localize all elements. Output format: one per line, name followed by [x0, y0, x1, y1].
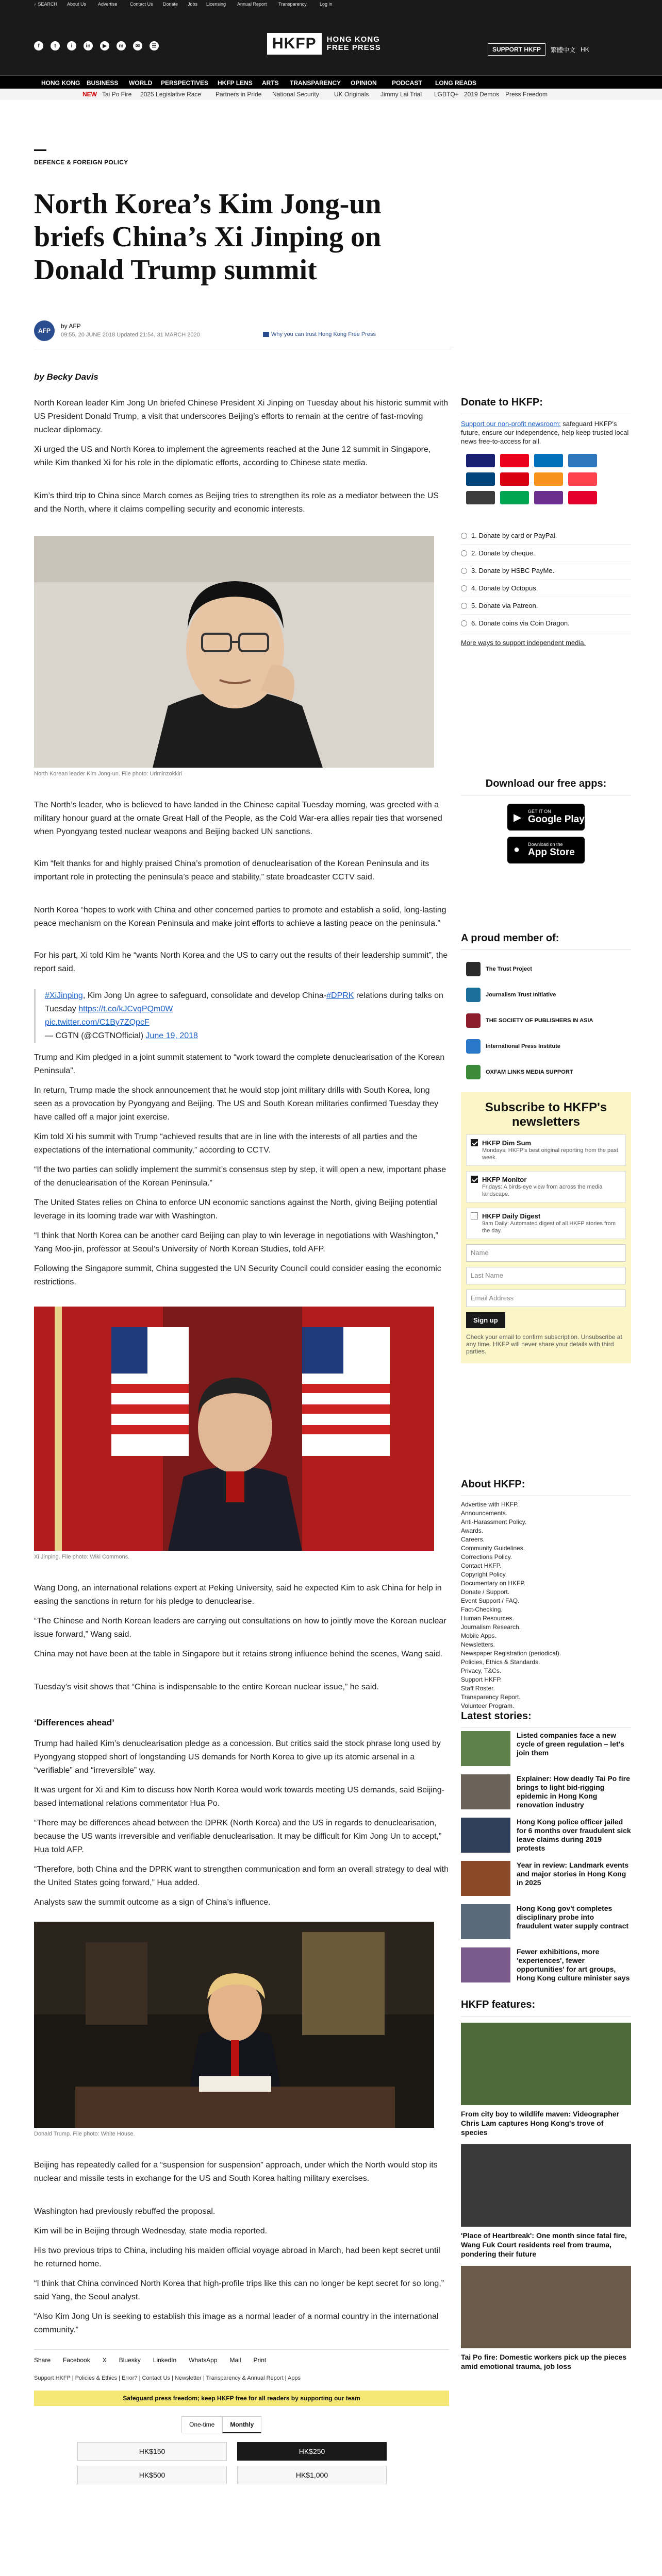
feature-title[interactable]: From city boy to wildlife maven: Videographer Chris Lam captures Hong Kong's trove of species: [461, 2110, 620, 2137]
about-link[interactable]: Event Support / FAQ.: [461, 1597, 520, 1604]
logo-wordmark: [327, 36, 381, 52]
features-heading: HKFP features:: [461, 1999, 631, 2016]
story-thumbnail: [461, 1818, 510, 1853]
tweet-pic-link[interactable]: pic.twitter.com/C1By7ZQpcF: [45, 1018, 150, 1027]
nav-perspectives[interactable]: PERSPECTIVES: [161, 79, 209, 87]
newsletter-heading: Subscribe to HKFP's newsletters: [485, 1100, 607, 1129]
about-link[interactable]: Contact HKFP.: [461, 1562, 502, 1569]
tweet-date[interactable]: June 19, 2018: [145, 1031, 198, 1040]
tweet-text: relations during talks on Tuesday: [45, 991, 443, 1013]
paragraph: Following the Singapore summit, China suggested the UN Security Council could consider easing the economic restrictions.: [34, 1264, 441, 1286]
share-facebook[interactable]: Facebook: [63, 2357, 90, 2364]
logo-mark: HKFP: [267, 33, 322, 55]
paragraph: “If the two parties can solidly implement the summit’s consensus step by step, it will open a new, important phase of the denuclearisation of the Korean Peninsula.”: [34, 1165, 446, 1188]
paragraph: Trump and Kim pledged in a joint summit statement to “work toward the complete denuclearisation of the Korean Peninsula”.: [34, 1053, 445, 1075]
donate-intro-link[interactable]: Support our non-profit newsroom:: [461, 420, 561, 428]
donate-option[interactable]: [461, 527, 631, 545]
google-play-badge[interactable]: [507, 804, 585, 831]
nav-hong-kong[interactable]: HONG KONG: [41, 79, 80, 87]
search-link[interactable]: ⌕ SEARCH: [34, 2, 58, 7]
donation-amount-selected[interactable]: HK$250: [237, 2442, 387, 2461]
payment-logos: [461, 450, 631, 527]
embedded-tweet: [34, 989, 449, 1043]
donald-trump-photo: [34, 1922, 434, 2128]
radio-icon: [461, 603, 467, 609]
about-link[interactable]: Documentary on HKFP.: [461, 1580, 526, 1587]
about-link[interactable]: Community Guidelines.: [461, 1545, 525, 1552]
story-thumbnail: [461, 1731, 510, 1766]
apps-heading: Download our free apps:: [461, 778, 631, 795]
donate-option[interactable]: [461, 615, 631, 632]
paragraph: North Korean leader Kim Jong Un briefed Chinese President Xi Jinping on Tuesday about his historic summit with US President Donald Trump, a visit that underscores Beijing’s efforts to remain at the centre of fast-moving nuclear diplomacy.: [34, 399, 449, 434]
nav-world[interactable]: WORLD: [129, 79, 153, 87]
about-link[interactable]: Awards.: [461, 1527, 484, 1534]
donate-option-label: 6. Donate coins via Coin Dragon.: [471, 619, 570, 627]
google-play-small: GET IT ON: [528, 809, 551, 814]
newsletter-widget: [461, 1092, 631, 1363]
latest-story[interactable]: [461, 1861, 631, 1901]
app-store-small: Download on the: [528, 842, 563, 847]
trending-item[interactable]: UK Originals: [334, 91, 369, 98]
photo-caption: Donald Trump. File photo: White House.: [34, 2131, 135, 2137]
share-mail[interactable]: Mail: [229, 2357, 241, 2364]
tweet-url[interactable]: https://t.co/kJCvqPQm0W: [78, 1005, 173, 1013]
search-label: SEARCH: [38, 2, 58, 7]
paragraph: His two previous trips to China, including his maiden official voyage abroad in March, had been kept secret until he returned home.: [34, 2246, 440, 2268]
about-link[interactable]: Volunteer Program.: [461, 1702, 515, 1709]
member-label: The Trust Project: [486, 965, 532, 972]
member-heading: A proud member of:: [461, 933, 631, 950]
tweet-text: , Kim Jong Un agree to safeguard, consolidate and develop China-: [82, 991, 327, 1000]
donate-option-label: 3. Donate by HSBC PayMe.: [471, 567, 555, 574]
donation-frequency-tabs: [181, 2416, 261, 2433]
latest-story[interactable]: [461, 1774, 631, 1815]
paragraph: “There may be differences ahead between the DPRK (North Korea) and the US in regards to denuclearisation, because the US wants irreversible and verifiable denuclearisation. It may be difficult for Kim Jong Un to accept,” Hua told AFP.: [34, 1819, 442, 1854]
share-whatsapp[interactable]: WhatsApp: [189, 2357, 218, 2364]
about-link[interactable]: Copyright Policy.: [461, 1571, 507, 1578]
story-title: Fewer exhibitions, more 'experiences', fewer opportunities' for art groups, Hong Kong culture minister says: [517, 1947, 630, 1982]
paragraph: Trump had hailed Kim’s denuclearisation pledge as a concession. But critics said the stock phrase long used by Pyongyang stopped short of longstanding US demands for North Korea to give up its atomic arsenal in a “verifiable” and “irreversible” way.: [34, 1739, 441, 1775]
paragraph: In return, Trump made the shock announcement that he would stop joint military drills with South Korea, long seen as a provocation by Pyongyang and Beijing. The US and South Korean militaries confirmed Tuesday they have called off a major joint exercise.: [34, 1086, 439, 1122]
about-link[interactable]: Anti-Harassment Policy.: [461, 1518, 527, 1526]
logo-line-1: HONG KONG: [326, 35, 380, 44]
facebook-icon[interactable]: f: [34, 41, 43, 50]
top-utility-bar: [0, 0, 662, 7]
about-link[interactable]: Corrections Policy.: [461, 1553, 512, 1561]
paragraph: “The Chinese and North Korean leaders are carrying out consultations on how to jointly move the Korean nuclear issue forward,” Wang said.: [34, 1617, 446, 1639]
byline: [34, 318, 452, 349]
app-store-badge[interactable]: [507, 837, 585, 863]
newsletter-note: Check your email to confirm subscription. Unsubscribe at any time. HKFP will never share your details with third parties.: [466, 1333, 622, 1355]
last-name-field[interactable]: Last Name: [466, 1267, 626, 1284]
ipi-logo: [466, 1039, 481, 1054]
article-footer-links[interactable]: Support HKFP | Policies & Ethics | Error? | Contact Us | Newsletter | Transparency & Annual Report | Apps: [34, 2375, 301, 2381]
about-list: [461, 1500, 631, 1710]
tweet-hashtag[interactable]: #XiJinping: [45, 991, 83, 1000]
share-print[interactable]: Print: [253, 2357, 267, 2364]
donate-option-label: 2. Donate by cheque.: [471, 549, 535, 557]
trending-item[interactable]: Press Freedom: [505, 91, 548, 98]
support-hkfp-button[interactable]: SUPPORT HKFP: [488, 43, 545, 56]
radio-icon: [461, 568, 467, 574]
paragraph: Kim told Xi his summit with Trump “achieved results that are in line with the interests of all parties and the expectations of the international community,” according to CCTV.: [34, 1132, 418, 1155]
topbar-link-annual-report[interactable]: Annual Report: [237, 2, 267, 7]
trust-project-logo: [466, 962, 481, 976]
latest-story[interactable]: [461, 1818, 631, 1858]
about-link[interactable]: Policies, Ethics & Standards.: [461, 1658, 540, 1666]
paragraph: China may not have been at the table in Singapore but it retains strong influence behind the scenes, Wang said.: [34, 1650, 442, 1658]
story-title: Explainer: How deadly Tai Po fire brings to light bid-rigging epidemic in Hong Kong renovation industry: [517, 1774, 630, 1809]
topbar-link-contact[interactable]: Contact Us: [130, 2, 153, 7]
about-link[interactable]: Journalism Research.: [461, 1623, 521, 1631]
nav-business[interactable]: BUSINESS: [87, 79, 119, 87]
topbar-link-login[interactable]: Log in: [320, 2, 333, 7]
trending-item[interactable]: 2025 Legislative Race: [140, 91, 202, 98]
region-switch[interactable]: HK: [581, 46, 589, 53]
donate-option-label: 4. Donate by Octopus.: [471, 584, 538, 592]
topbar-link-licensing[interactable]: Licensing: [206, 2, 226, 7]
radio-icon: [461, 550, 467, 556]
radio-icon: [461, 585, 467, 591]
donate-option[interactable]: [461, 580, 631, 597]
latest-story[interactable]: [461, 1904, 631, 1944]
donate-heading: Donate to HKFP:: [461, 397, 631, 414]
byline-source[interactable]: by AFP: [61, 323, 81, 330]
latest-story[interactable]: [461, 1731, 631, 1771]
features-widget: [461, 1999, 631, 2371]
linkedin-icon[interactable]: in: [84, 41, 93, 50]
email-icon[interactable]: ✉: [133, 41, 142, 50]
newsletter-option-title: HKFP Daily Digest: [482, 1212, 541, 1220]
trending-item[interactable]: Partners in Pride: [216, 91, 262, 98]
logo-line-2: FREE PRESS: [326, 43, 381, 52]
google-play-icon: ▶: [514, 812, 522, 823]
nav-arts[interactable]: ARTS: [262, 79, 279, 87]
trending-item[interactable]: National Security: [272, 91, 319, 98]
donate-intro: [461, 419, 631, 446]
share-x[interactable]: X: [102, 2357, 107, 2364]
radio-icon: [461, 620, 467, 626]
site-header: [0, 7, 662, 75]
checkbox-icon: [471, 1176, 478, 1183]
photo-caption: Xi Jinping. File photo: Wiki Commons.: [34, 1554, 130, 1560]
feature-title[interactable]: Tai Po fire: Domestic workers pick up the pieces amid emotional trauma, job loss: [461, 2353, 627, 2370]
instagram-icon[interactable]: i: [67, 41, 76, 50]
nav-transparency[interactable]: TRANSPARENCY: [290, 79, 341, 87]
paragraph: “I think that North Korea can be another card Beijing can play to win leverage in negotiations with Washington,” Yang Moo-jin, professor at Seoul’s University of North Korean Studies, told AFP.: [34, 1231, 438, 1253]
share-bar: [34, 2357, 266, 2364]
story-title: Hong Kong gov't completes disciplinary probe into fraudulent water supply contract: [517, 1904, 629, 1930]
topbar-link-donate[interactable]: Donate: [163, 2, 178, 7]
newsletter-option[interactable]: [466, 1134, 626, 1166]
social-icons: [34, 41, 159, 50]
story-thumbnail: [461, 1861, 510, 1896]
language-switch[interactable]: 繁體中文: [551, 46, 576, 54]
google-play-large: Google Play: [528, 814, 585, 825]
about-link[interactable]: Support HKFP.: [461, 1676, 502, 1683]
newsletter-option-desc: Mondays: HKFP's best original reporting from the past week.: [482, 1147, 618, 1161]
about-link[interactable]: Careers.: [461, 1536, 485, 1543]
email-field[interactable]: Email Address: [466, 1290, 626, 1307]
topbar-link-advertise[interactable]: Advertise: [98, 2, 118, 7]
newsletter-option[interactable]: [466, 1171, 626, 1202]
trust-icon: [263, 332, 269, 337]
newsletter-option-desc: Fridays: A birds-eye view from across the media landscape.: [482, 1184, 603, 1197]
apps-widget: [461, 778, 631, 863]
donate-option[interactable]: [461, 545, 631, 562]
donate-option-label: 1. Donate by card or PayPal.: [471, 532, 557, 539]
latest-story[interactable]: [461, 1947, 631, 1988]
about-widget: [461, 1479, 631, 1710]
paragraph: Wang Dong, an international relations expert at Peking University, said he expected Kim to ask China for help in easing the sanctions in return for his pledge to denuclearise.: [34, 1584, 442, 1606]
sopa-logo: [466, 1013, 481, 1028]
feature-image[interactable]: [461, 2266, 631, 2348]
youtube-icon[interactable]: ▶: [100, 41, 109, 50]
about-link[interactable]: Human Resources.: [461, 1615, 514, 1622]
member-jti[interactable]: [466, 982, 631, 1008]
first-name-field[interactable]: Name: [466, 1244, 626, 1262]
donation-amount[interactable]: HK$1,000: [237, 2466, 387, 2484]
paragraph: Analysts saw the summit outcome as a sign of China’s influence.: [34, 1898, 271, 1907]
nav-hkfp-lens[interactable]: HKFP LENS: [218, 79, 253, 87]
mastodon-icon[interactable]: m: [117, 41, 126, 50]
tweet-hashtag[interactable]: #DPRK: [326, 991, 354, 1000]
donate-option-label: 5. Donate via Patreon.: [471, 602, 538, 609]
donate-option[interactable]: [461, 562, 631, 580]
paragraph: Kim “felt thanks for and highly praised China’s promotion of denuclearisation of the Korean Peninsula and its important role in protecting the peninsula’s peace and stability,” state broadcaster CCTV said.: [34, 859, 429, 882]
menu-icon[interactable]: ☰: [150, 41, 159, 50]
app-store-large: App Store: [528, 847, 575, 858]
member-widget: [461, 933, 631, 1085]
kim-jong-un-photo: [34, 536, 434, 768]
article-author: by Becky Davis: [34, 372, 98, 382]
about-link[interactable]: Staff Roster.: [461, 1685, 495, 1692]
trending-item[interactable]: Jimmy Lai Trial: [380, 91, 422, 98]
byline-dates: 09:55, 20 JUNE 2018 Updated 21:54, 31 MARCH 2020: [61, 332, 200, 338]
checkbox-icon: [471, 1139, 478, 1146]
member-label: THE SOCIETY OF PUBLISHERS IN ASIA: [486, 1017, 593, 1024]
paragraph: Kim’s third trip to China since March comes as Beijing tries to strengthen its role as a mediator between the US and the North, where it claims compelling security and economic interests.: [34, 492, 439, 514]
share-divider: [34, 2349, 449, 2350]
nav-opinion[interactable]: OPINION: [351, 79, 377, 87]
avatar: AFP: [34, 320, 55, 341]
category-rule: [34, 149, 46, 151]
paragraph: Tuesday’s visit shows that “China is indispensable to the entire Korean nuclear issue,” he said.: [34, 1683, 379, 1691]
trending-item[interactable]: 2019 Demos: [464, 91, 500, 98]
article-category[interactable]: DEFENCE & FOREIGN POLICY: [34, 159, 128, 166]
feature-title[interactable]: 'Place of Heartbreak': One month since fatal fire, Wang Fuk Court residents reel from trauma, pondering their future: [461, 2231, 627, 2258]
feature-image[interactable]: [461, 2023, 631, 2105]
paragraph: “Also Kim Jong Un is seeking to establish this image as a normal leader of a normal country in the international community.”: [34, 2312, 439, 2334]
article-title: North Korea’s Kim Jong-un briefs China’s Xi Jinping on Donald Trump summit: [34, 188, 382, 286]
donation-amount[interactable]: HK$150: [77, 2442, 227, 2461]
topbar-link-jobs[interactable]: Jobs: [188, 2, 198, 7]
about-link[interactable]: Advertise with HKFP.: [461, 1501, 519, 1508]
paragraph: Xi urged the US and North Korea to implement the agreements reached at the June 12 summit in Singapore, while Kim thanked Xi for his role in the diplomatic efforts, according to Chinese state media.: [34, 445, 431, 467]
oxfam-logo: [466, 1065, 481, 1079]
site-logo[interactable]: [267, 33, 381, 55]
tab-monthly[interactable]: Monthly: [222, 2416, 261, 2433]
tab-one-time[interactable]: One-time: [181, 2416, 222, 2433]
tweet-signature: — CGTN (@CGTNOfficial): [45, 1031, 146, 1040]
paragraph: North Korea “hopes to work with China and other concerned parties to promote and establish a solid, long-lasting peace mechanism on the Korean Peninsula and make joint efforts to achieve a lasting peace on the peninsula.”: [34, 906, 446, 928]
newsletter-option-title: HKFP Dim Sum: [482, 1139, 532, 1147]
topbar-link-about[interactable]: About Us: [67, 2, 87, 7]
about-link[interactable]: Newsletters.: [461, 1641, 495, 1648]
paragraph: The North’s leader, who is believed to have landed in the Chinese capital Tuesday morning, was greeted with a military honour guard at the ornate Great Hall of the People, as the Cold War-era allies repair ties that worsened when Pyongyang tested nuclear weapons and Beijing backed UN sanctions.: [34, 801, 442, 836]
newsletter-option-desc: 9am Daily: Automated digest of all HKFP stories from the day.: [482, 1221, 616, 1234]
paragraph: “Therefore, both China and the DPRK want to strengthen communication and form an overall strategy to deal with the United States going forward,” Hua added.: [34, 1865, 449, 1887]
main-nav: [0, 75, 662, 89]
paragraph: For his part, Xi told Kim he “wants North Korea and the US to carry out the results of their leadership summit”, the report said.: [34, 951, 448, 973]
newsletter-option-title: HKFP Monitor: [482, 1176, 527, 1183]
about-link[interactable]: Donate / Support.: [461, 1588, 510, 1596]
member-label: Journalism Trust Initiative: [486, 991, 556, 998]
story-thumbnail: [461, 1774, 510, 1809]
about-heading: About HKFP:: [461, 1479, 631, 1496]
about-link[interactable]: Mobile Apps.: [461, 1632, 496, 1639]
story-title: Hong Kong police officer jailed for 6 months over fraudulent sick leave claims during 2019 protests: [517, 1818, 631, 1852]
more-ways-link[interactable]: More ways to support independent media.: [461, 639, 586, 647]
trust-link-label: Why you can trust Hong Kong Free Press: [271, 331, 376, 337]
photo-caption: North Korean leader Kim Jong-un. File photo: Uriminzokkiri: [34, 771, 183, 777]
member-sopa[interactable]: [466, 1008, 631, 1033]
about-link[interactable]: Transparency Report.: [461, 1693, 521, 1701]
story-thumbnail: [461, 1904, 510, 1939]
sign-up-button[interactable]: Sign up: [466, 1312, 505, 1328]
story-title: Year in review: Landmark events and major stories in Hong Kong in 2025: [517, 1861, 629, 1887]
header-actions: [488, 43, 589, 56]
about-link[interactable]: Newspaper Registration (periodical).: [461, 1650, 561, 1657]
paragraph: Kim will be in Beijing through Wednesday, state media reported.: [34, 2227, 268, 2235]
donate-banner[interactable]: Safeguard press freedom; keep HKFP free for all readers by supporting our team: [34, 2391, 449, 2406]
story-thumbnail: [461, 1947, 510, 1982]
donate-option[interactable]: [461, 597, 631, 615]
paragraph: It was urgent for Xi and Kim to discuss how North Korea would work towards meeting US demands, said Beijing-based international relations commentator Hua Po.: [34, 1786, 444, 1808]
donate-widget: [461, 397, 631, 647]
member-label: OXFAM LINKS MEDIA SUPPORT: [486, 1069, 573, 1075]
about-link[interactable]: Privacy, T&Cs.: [461, 1667, 502, 1674]
trust-link[interactable]: [263, 331, 376, 337]
paragraph: The United States relies on China to enforce UN economic sanctions against the North, giving Beijing potential leverage in its looming trade war with Washington.: [34, 1198, 437, 1221]
paragraph: “I think that China convinced North Korea that high-profile trips like this can no longer be kept secret for so long,” said Yang, the Seoul analyst.: [34, 2279, 444, 2301]
twitter-icon[interactable]: t: [51, 41, 60, 50]
xi-jinping-photo: [34, 1307, 434, 1551]
story-title: Listed companies face a new cycle of green regulation – let's join them: [517, 1731, 624, 1757]
feature-image[interactable]: [461, 2144, 631, 2227]
google-play-row: [461, 804, 631, 831]
member-oxfam[interactable]: [466, 1059, 631, 1085]
nav-podcast[interactable]: PODCAST: [392, 79, 422, 87]
radio-icon: [461, 533, 467, 539]
app-store-row: [461, 837, 631, 863]
trending-item[interactable]: LGBTQ+: [434, 91, 459, 98]
apple-icon: ●: [514, 844, 520, 855]
latest-stories-widget: [461, 1710, 631, 1988]
paragraph: Beijing has repeatedly called for a “suspension for suspension” approach, under which the North would stop its nuclear and missile tests in exchange for the US and South Korea halting military exercises.: [34, 2161, 438, 2183]
paragraph: Washington had previously rebuffed the proposal.: [34, 2207, 216, 2216]
nav-long-reads[interactable]: LONG READS: [435, 79, 477, 87]
member-trust-project[interactable]: [466, 956, 631, 982]
jti-logo: [466, 988, 481, 1002]
trending-bar: [0, 89, 662, 100]
about-link[interactable]: Announcements.: [461, 1510, 508, 1517]
topbar-link-transparency[interactable]: Transparency: [278, 2, 307, 7]
member-label: International Press Institute: [486, 1043, 560, 1049]
newsletter-option[interactable]: [466, 1208, 626, 1239]
trending-new-label: NEW: [82, 91, 97, 98]
share-linkedin[interactable]: LinkedIn: [153, 2357, 177, 2364]
checkbox-icon: [471, 1212, 478, 1219]
about-link[interactable]: Fact-Checking.: [461, 1606, 503, 1613]
trending-item[interactable]: Tai Po Fire: [102, 91, 132, 98]
donate-intro-text: safeguard HKFP's future, ensure our independence, help keep trusted local news free-to-access for all.: [461, 420, 629, 445]
share-label: Share: [34, 2357, 51, 2364]
latest-heading: Latest stories:: [461, 1710, 631, 1728]
member-ipi[interactable]: [466, 1033, 631, 1059]
section-subhead: ‘Differences ahead’: [34, 1718, 114, 1727]
donation-amount[interactable]: HK$500: [77, 2466, 227, 2484]
share-bluesky[interactable]: Bluesky: [119, 2357, 141, 2364]
